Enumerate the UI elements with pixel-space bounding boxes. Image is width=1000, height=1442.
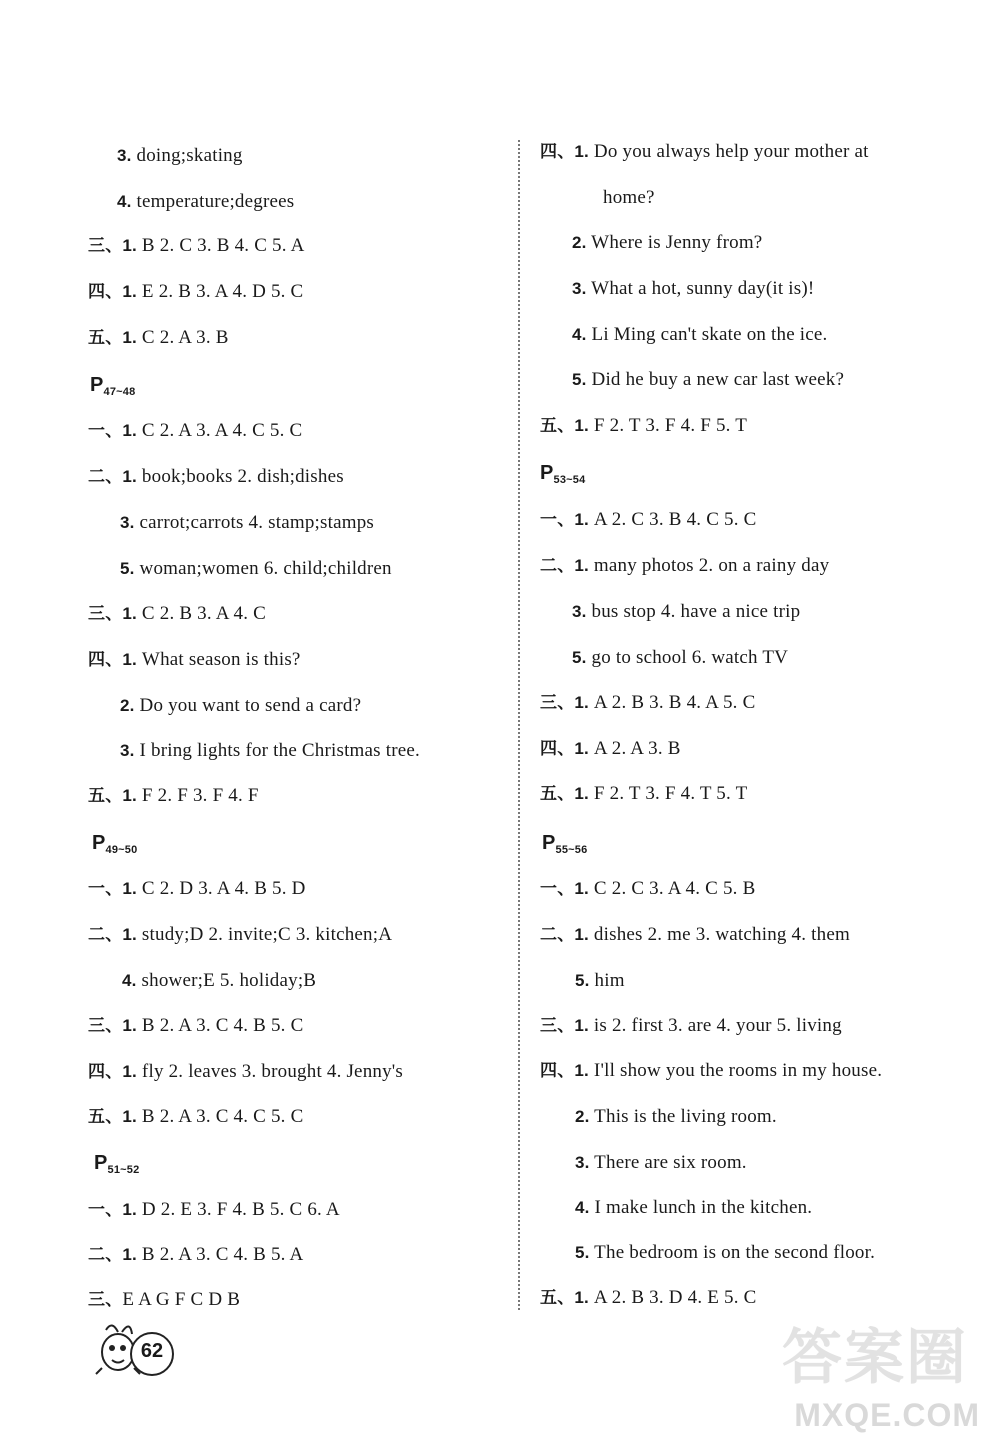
answer-text: I bring lights for the Christmas tree. xyxy=(134,740,420,761)
answer-text: study;D 2. invite;C 3. kitchen;A xyxy=(136,924,393,945)
answer-label: 2. xyxy=(575,1107,590,1126)
answer-label: 四、1. xyxy=(88,1062,137,1081)
answer-text: F 2. T 3. F 4. T 5. T xyxy=(588,783,748,804)
answer-text: C 2. B 3. A 4. C xyxy=(136,603,267,624)
section-page-range: 51~52 xyxy=(107,1164,140,1176)
answer-label: 五、1. xyxy=(88,328,137,347)
answer-line xyxy=(540,1285,756,1311)
answer-text: E 2. B 3. A 4. D 5. C xyxy=(136,281,304,302)
watermark-url: MXQE.COM xyxy=(794,1397,980,1433)
answer-line xyxy=(117,143,243,169)
answer-text: Li Ming can't skate on the ice. xyxy=(586,324,828,345)
answer-line xyxy=(540,139,869,165)
answer-label: 一、1. xyxy=(88,1200,137,1219)
section-page-range: 55~56 xyxy=(555,844,588,856)
answer-label: 五、1. xyxy=(540,784,589,803)
answer-line xyxy=(88,279,303,305)
answer-line xyxy=(120,693,361,719)
answer-text: C 2. D 3. A 4. B 5. D xyxy=(136,878,306,899)
answer-label: 一、1. xyxy=(88,421,137,440)
answer-label: 2. xyxy=(120,696,135,715)
answer-label: 五、1. xyxy=(88,786,137,805)
answer-line xyxy=(88,464,344,490)
answer-line xyxy=(88,233,305,259)
answer-text: doing;skating xyxy=(131,145,243,166)
answer-label: 二、1. xyxy=(88,467,137,486)
answer-text: home? xyxy=(603,187,655,208)
answer-line xyxy=(540,876,755,902)
answer-line xyxy=(540,413,747,439)
answer-text: many photos 2. on a rainy day xyxy=(588,555,830,576)
answer-text: fly 2. leaves 3. brought 4. Jenny's xyxy=(136,1061,404,1082)
answer-label: 四、1. xyxy=(88,282,137,301)
answer-line xyxy=(540,690,755,716)
answer-text: Where is Jenny from? xyxy=(586,232,763,253)
answer-line xyxy=(603,185,655,211)
answer-line xyxy=(540,507,757,533)
answer-text: go to school 6. watch TV xyxy=(586,647,789,668)
answer-label: 3. xyxy=(572,279,587,298)
answer-label: 三、1. xyxy=(540,693,589,712)
answer-label: 5. xyxy=(572,648,587,667)
answer-label: 3. xyxy=(117,146,132,165)
answer-line xyxy=(88,1242,303,1268)
answer-text: C 2. A 3. B xyxy=(136,327,229,348)
answer-label: 一、1. xyxy=(88,879,137,898)
answer-line xyxy=(572,367,844,393)
answer-text: B 2. A 3. C 4. C 5. C xyxy=(136,1106,304,1127)
answer-label: 2. xyxy=(572,233,587,252)
page-range-heading xyxy=(540,460,585,493)
section-letter: $P_{53\sim 54}$ xyxy=(540,462,586,486)
answer-line xyxy=(572,322,828,348)
section-page-range: 47~48 xyxy=(103,386,136,398)
answer-line xyxy=(88,1104,303,1130)
answer-text: woman;women 6. child;children xyxy=(134,558,392,579)
section-letter: $P_{47\sim 48}$ xyxy=(90,374,136,398)
answer-label: 二、1. xyxy=(88,1245,137,1264)
answer-text: F 2. T 3. F 4. F 5. T xyxy=(588,415,748,436)
answer-line xyxy=(572,276,814,302)
answer-line xyxy=(120,738,420,764)
answer-text: What season is this? xyxy=(136,649,301,670)
answer-text: I'll show you the rooms in my house. xyxy=(588,1060,883,1081)
answer-label: 三、1. xyxy=(88,236,137,255)
answer-label: 三、 xyxy=(88,1290,123,1309)
answer-line xyxy=(88,601,266,627)
answer-label: 4. xyxy=(117,192,132,211)
answer-label: 5. xyxy=(575,1243,590,1262)
answer-line xyxy=(575,1240,875,1266)
answer-text: Do you always help your mother at xyxy=(588,141,869,162)
answer-line xyxy=(88,1287,240,1313)
answer-line xyxy=(88,647,301,673)
answer-text: A 2. A 3. B xyxy=(588,738,681,759)
answer-line xyxy=(575,1195,812,1221)
answer-label: 4. xyxy=(122,971,137,990)
answer-label: 3. xyxy=(575,1153,590,1172)
section-page-range: 53~54 xyxy=(553,474,586,486)
answer-text: A 2. C 3. B 4. C 5. C xyxy=(588,509,757,530)
answer-text: shower;E 5. holiday;B xyxy=(136,970,317,991)
column-divider xyxy=(518,140,520,1310)
answer-text: Did he buy a new car last week? xyxy=(586,369,845,390)
page-range-heading xyxy=(542,830,587,863)
answer-line xyxy=(88,1013,303,1039)
page-range-heading xyxy=(92,830,137,863)
answer-text: There are six room. xyxy=(589,1152,747,1173)
answer-line xyxy=(540,922,850,948)
answer-label: 三、1. xyxy=(88,1016,137,1035)
answer-text: What a hot, sunny day(it is)! xyxy=(586,278,815,299)
answer-line xyxy=(575,1104,777,1130)
answer-line xyxy=(540,1058,882,1084)
answer-text: E A G F C D B xyxy=(122,1289,241,1310)
answer-line xyxy=(540,781,747,807)
answer-line xyxy=(117,189,294,215)
answer-text: I make lunch in the kitchen. xyxy=(589,1197,813,1218)
answer-text: D 2. E 3. F 4. B 5. C 6. A xyxy=(136,1199,340,1220)
answer-line xyxy=(575,1150,747,1176)
section-letter: $P_{51\sim 52}$ xyxy=(94,1152,140,1176)
answer-line xyxy=(88,783,259,809)
answer-text: temperature;degrees xyxy=(131,191,295,212)
answer-label: 五、1. xyxy=(540,416,589,435)
answer-label: 四、1. xyxy=(88,650,137,669)
answer-label: 三、1. xyxy=(88,604,137,623)
answer-line xyxy=(540,1013,842,1039)
answer-line xyxy=(88,325,229,351)
answer-text: him xyxy=(589,970,625,991)
answer-label: 4. xyxy=(575,1198,590,1217)
answer-text: C 2. A 3. A 4. C 5. C xyxy=(136,420,303,441)
answer-label: 四、1. xyxy=(540,142,589,161)
answer-line xyxy=(88,418,302,444)
section-page-range: 49~50 xyxy=(105,844,138,856)
answer-label: 5. xyxy=(575,971,590,990)
answer-text: A 2. B 3. B 4. A 5. C xyxy=(588,692,756,713)
answer-text: dishes 2. me 3. watching 4. them xyxy=(588,924,850,945)
answer-label: 一、1. xyxy=(540,879,589,898)
answer-text: F 2. F 3. F 4. F xyxy=(136,785,259,806)
answer-text: The bedroom is on the second floor. xyxy=(589,1242,876,1263)
answer-line xyxy=(88,922,392,948)
answer-label: 3. xyxy=(120,741,135,760)
answer-label: 一、1. xyxy=(540,510,589,529)
section-letter: $P_{55\sim 56}$ xyxy=(542,832,588,856)
answer-text: B 2. C 3. B 4. C 5. A xyxy=(136,235,305,256)
answer-text: B 2. A 3. C 4. B 5. C xyxy=(136,1015,304,1036)
answer-text: Do you want to send a card? xyxy=(134,695,362,716)
answer-label: 四、1. xyxy=(540,1061,589,1080)
answer-label: 二、1. xyxy=(540,556,589,575)
answer-text: is 2. first 3. are 4. your 5. living xyxy=(588,1015,842,1036)
answer-text: bus stop 4. have a nice trip xyxy=(586,601,801,622)
answer-text: This is the living room. xyxy=(589,1106,777,1127)
answer-label: 5. xyxy=(572,370,587,389)
answer-label: 3. xyxy=(120,513,135,532)
answer-line xyxy=(120,510,374,536)
answer-label: 3. xyxy=(572,602,587,621)
page-number: 62 xyxy=(140,1340,164,1362)
answer-label: 5. xyxy=(120,559,135,578)
answer-label: 二、1. xyxy=(540,925,589,944)
watermark xyxy=(765,1319,980,1434)
answer-line xyxy=(88,1059,403,1085)
answer-label: 三、1. xyxy=(540,1016,589,1035)
answer-line xyxy=(120,556,392,582)
watermark-logo: 答案圈 xyxy=(782,1323,968,1393)
answer-line xyxy=(122,968,316,994)
answer-text: book;books 2. dish;dishes xyxy=(136,466,344,487)
answer-line xyxy=(575,968,625,994)
answer-text: A 2. B 3. D 4. E 5. C xyxy=(588,1287,757,1308)
answer-label: 五、1. xyxy=(88,1107,137,1126)
answer-label: 4. xyxy=(572,325,587,344)
answer-label: 四、1. xyxy=(540,739,589,758)
page-range-heading xyxy=(94,1150,139,1183)
answer-line xyxy=(572,599,800,625)
answer-line xyxy=(540,553,829,579)
page-number-badge xyxy=(92,1318,212,1378)
answer-text: carrot;carrots 4. stamp;stamps xyxy=(134,512,374,533)
answer-line xyxy=(572,645,788,671)
answer-label: 二、1. xyxy=(88,925,137,944)
answer-line xyxy=(572,230,762,256)
section-letter: $P_{49\sim 50}$ xyxy=(92,832,138,856)
answer-text: B 2. A 3. C 4. B 5. A xyxy=(136,1244,304,1265)
page-range-heading xyxy=(90,372,135,405)
answer-text: C 2. C 3. A 4. C 5. B xyxy=(588,878,756,899)
answer-line xyxy=(540,736,681,762)
answer-label: 五、1. xyxy=(540,1288,589,1307)
answer-line xyxy=(88,876,306,902)
answer-line xyxy=(88,1197,340,1223)
